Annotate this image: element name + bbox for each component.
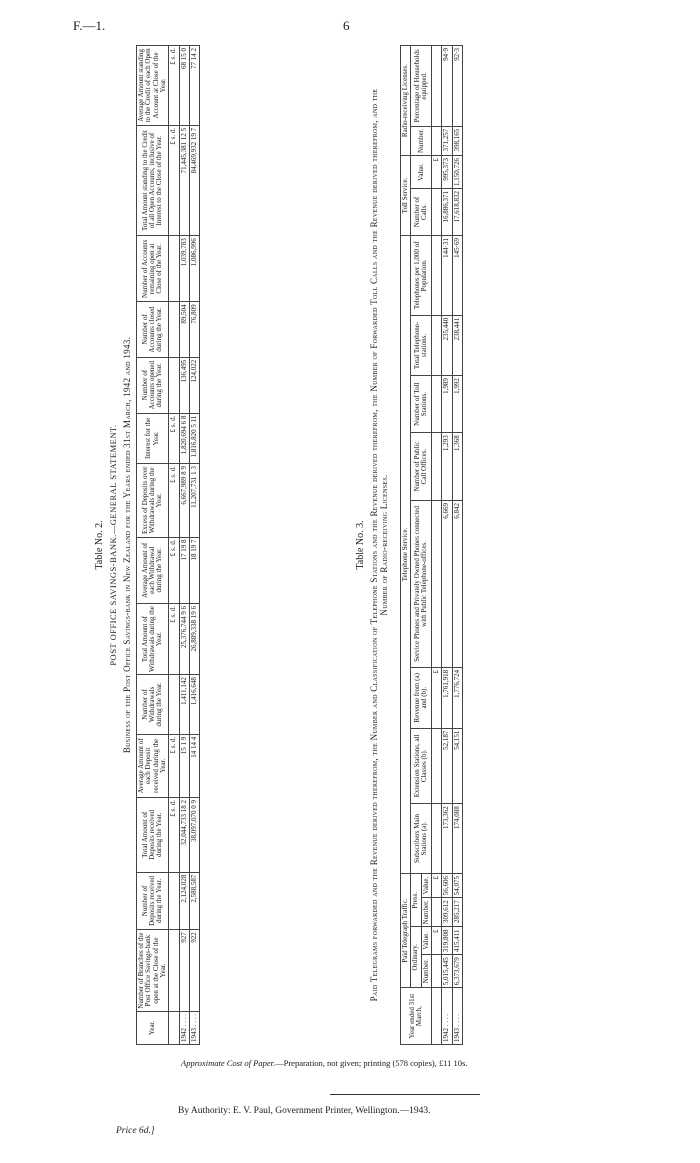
table-cell: 1,989 bbox=[442, 376, 452, 433]
t2-col-header: Average Amount of each Withdrawal during the Year. bbox=[137, 537, 169, 604]
table-cell: 32,044,733 18 2 bbox=[179, 798, 189, 873]
t3-pound-unit: £ bbox=[432, 667, 442, 728]
table-cell: 371,257 bbox=[442, 126, 452, 155]
t3-press-header: Press. bbox=[411, 873, 421, 927]
t2-unit-cell bbox=[169, 1012, 179, 1045]
rotated-content bbox=[0, 45, 700, 1045]
table-cell: 56,606 bbox=[442, 873, 452, 897]
table-cell: 145·69 bbox=[452, 235, 462, 315]
t2-unit-cell bbox=[169, 930, 179, 1012]
table2-subtitle: Business of the Post Office Savings-bank in New Zealand for the Years ended 31st March, 1942 and 1943. bbox=[122, 336, 132, 754]
t3-per-1000-header: Telephones per 1,000 of Population. bbox=[411, 235, 432, 315]
t2-unit-cell: £ s. d. bbox=[169, 46, 179, 126]
t2-unit-cell: £ s. d. bbox=[169, 464, 179, 537]
table-cell: 5,015,445 bbox=[442, 955, 452, 988]
t3-extension-header: Extension Stations, all Classes (b). bbox=[411, 728, 432, 804]
table-cell: 26,889,338 19 6 bbox=[190, 604, 200, 675]
t3-press-number-header: Number. bbox=[421, 898, 431, 927]
table2-header-row bbox=[137, 46, 169, 1045]
t3-telephone-service-header: Telephone Service. bbox=[401, 235, 411, 873]
table-cell: 1943 . . . . bbox=[452, 988, 462, 1045]
t2-unit-cell: £ s. d. bbox=[169, 734, 179, 797]
table-cell: 14 14 4 bbox=[190, 734, 200, 797]
t3-ordinary-value-header: Value. bbox=[421, 927, 431, 955]
t2-col-header: Total Amount of Deposits received during the Year. bbox=[137, 798, 169, 873]
page-reference: F.—1. bbox=[73, 18, 106, 33]
table-cell: 144·31 bbox=[442, 235, 452, 315]
table-cell: 38,097,070 0 9 bbox=[190, 798, 200, 873]
table-cell: 17 19 8 bbox=[179, 537, 189, 604]
table3-subtitle: Paid Telegrams forwarded and the Revenue derived therefrom, the Number and Classification of Telephone Stations and the Revenue derived therefrom, the Number of Forwarded Toll Calls and the Revenue derived therefrom, and the Number of Radio-receiving Licenses. bbox=[369, 88, 389, 1002]
t3-subscribers-header: Subscribers Main Stations (a). bbox=[411, 804, 432, 874]
t3-toll-stations-header: Number of Toll Stations. bbox=[411, 376, 432, 433]
table-cell: 285,217 bbox=[452, 898, 462, 927]
table-cell: 1,086,996 bbox=[190, 236, 200, 302]
t2-unit-cell bbox=[169, 357, 179, 413]
table2-title: POST OFFICE SAVINGS-BANK.—GENERAL STATEMENT. bbox=[108, 424, 118, 666]
table-cell: 1942 . . . . bbox=[179, 1012, 189, 1045]
t2-unit-cell: £ s. d. bbox=[169, 604, 179, 675]
table-cell: 1,776,724 bbox=[452, 667, 462, 728]
t3-total-stations-header: Total Telephone-stations. bbox=[411, 315, 432, 375]
table-cell: 71,445,381 12 5 bbox=[179, 125, 189, 235]
t3-pound-unit: £ bbox=[432, 927, 442, 955]
t2-col-header: Number of Accounts remaining open at Close of the Year. bbox=[137, 236, 169, 302]
table-cell: 1942 . . . . bbox=[442, 988, 452, 1045]
table-cell: 1,039,783 bbox=[179, 236, 189, 302]
table-cell: 54,151 bbox=[452, 728, 462, 804]
table-cell: 1943 . . . . bbox=[190, 1012, 200, 1045]
table-cell: 319,808 bbox=[442, 927, 452, 955]
table-cell: 136,495 bbox=[179, 357, 189, 413]
table-cell: 54,075 bbox=[452, 873, 462, 897]
table-cell: 2,124,028 bbox=[179, 872, 189, 930]
t2-col-header: Total Amount standing to the Credit of all Open Accounts, inclusive of Interest to the Close of the Year. bbox=[137, 125, 169, 235]
table-row bbox=[190, 46, 200, 1045]
table2-label: Table No. 2. bbox=[94, 520, 105, 570]
table-cell: 1,368 bbox=[452, 433, 462, 501]
t3-revenue-header: Revenue from (a) and (b). bbox=[411, 667, 432, 728]
table-cell: 94·9 bbox=[442, 46, 452, 127]
table-cell: 1,992 bbox=[452, 376, 462, 433]
price: Price 6d.] bbox=[116, 1126, 155, 1136]
table-cell: 11,207,731 1 3 bbox=[190, 464, 200, 537]
table3-label: Table No. 3. bbox=[355, 520, 366, 570]
table-cell: 25,376,744 9 6 bbox=[179, 604, 189, 675]
t2-unit-cell bbox=[169, 675, 179, 735]
t3-public-call-header: Number of Public Call Offices. bbox=[411, 433, 432, 501]
table-row bbox=[442, 46, 452, 1045]
printer-authority: By Authority: E. V. Paul, Government Printer, Wellington.—1943. bbox=[178, 1106, 431, 1116]
t2-col-header: Number of Branches of the Post Office Savings-bank open at the Close of the Year. bbox=[137, 930, 169, 1012]
table2-units-row bbox=[169, 46, 179, 1045]
cost-text: —Preparation, not given; printing (578 copies), £11 10s. bbox=[275, 1058, 468, 1068]
t2-col-header: Average Amount standing to the Credit of each Open Account at Close of the Year. bbox=[137, 46, 169, 126]
t2-col-header: Average Amount of each Deposit received during the Year. bbox=[137, 734, 169, 797]
t3-calls-header: Number of Calls. bbox=[411, 189, 432, 236]
cost-note bbox=[181, 1058, 467, 1068]
table2 bbox=[136, 45, 200, 1045]
t2-col-header: Year. bbox=[137, 1012, 169, 1045]
t3-radio-number-header: Number. bbox=[411, 126, 432, 155]
t2-unit-cell: £ s. d. bbox=[169, 413, 179, 463]
table-cell: 995,373 bbox=[442, 156, 452, 189]
t2-col-header: Number of Accounts closed during the Year. bbox=[137, 302, 169, 357]
t3-service-phones-header: Service Phones and Privately Owned Phones connected with Public Telephone-offices. bbox=[411, 500, 432, 667]
t2-col-header: Number of Deposits received during the Year. bbox=[137, 872, 169, 930]
table-cell: 76,809 bbox=[190, 302, 200, 357]
page-number: 6 bbox=[343, 18, 350, 33]
table-cell: 235,440 bbox=[442, 315, 452, 375]
cost-label: Approximate Cost of Paper. bbox=[181, 1058, 276, 1068]
t3-press-value-header: Value. bbox=[421, 873, 431, 897]
table-cell: 922 bbox=[190, 930, 200, 1012]
table-cell: 309,612 bbox=[442, 898, 452, 927]
t3-ordinary-number-header: Number. bbox=[421, 955, 431, 988]
table-cell: 68 15 0 bbox=[179, 46, 189, 126]
table-cell: 1,293 bbox=[442, 433, 452, 501]
table-cell: 1,820,694 6 8 bbox=[179, 413, 189, 463]
table-cell: 52,187 bbox=[442, 728, 452, 804]
table-cell: 92·3 bbox=[452, 46, 462, 127]
t3-ordinary-header: Ordinary. bbox=[411, 927, 421, 988]
table-cell: 174,088 bbox=[452, 804, 462, 874]
t3-toll-value-header: Value. bbox=[411, 156, 432, 189]
t3-radio-header: Radio-receiving Licenses. bbox=[401, 46, 411, 156]
table-cell: 927 bbox=[179, 930, 189, 1012]
t3-pound-unit: £ bbox=[432, 156, 442, 189]
table-cell: 173,362 bbox=[442, 804, 452, 874]
table-cell: 1,816,820 5 11 bbox=[190, 413, 200, 463]
table-cell: 84,469,932 19 7 bbox=[190, 125, 200, 235]
t2-unit-cell: £ s. d. bbox=[169, 798, 179, 873]
table-cell: 1,150,726 bbox=[452, 156, 462, 189]
footer-rule bbox=[330, 1094, 480, 1095]
table-cell: 238,441 bbox=[452, 315, 462, 375]
table-cell: 6,373,679 bbox=[452, 955, 462, 988]
table-cell: 6,669 bbox=[442, 500, 452, 667]
t2-col-header: Interest for the Year. bbox=[137, 413, 169, 463]
t3-toll-service-header: Toll Service. bbox=[401, 156, 411, 236]
t3-households-header: Percentage of Households equipped. bbox=[411, 46, 432, 127]
table-cell: 1,416,648 bbox=[190, 675, 200, 735]
table-cell: 17,618,832 bbox=[452, 189, 462, 236]
table-cell: 2,588,587 bbox=[190, 872, 200, 930]
table-cell: 6,842 bbox=[452, 500, 462, 667]
table-cell: 18 19 7 bbox=[190, 537, 200, 604]
table-cell: 16,886,371 bbox=[442, 189, 452, 236]
t2-col-header: Number of Withdrawals during the Year. bbox=[137, 675, 169, 735]
t2-col-header: Number of Accounts opened during the Year. bbox=[137, 357, 169, 413]
table-row bbox=[179, 46, 189, 1045]
t2-unit-cell: £ s. d. bbox=[169, 125, 179, 235]
t2-unit-cell bbox=[169, 872, 179, 930]
table-cell: 415,411 bbox=[452, 927, 462, 955]
table-cell: 89,504 bbox=[179, 302, 189, 357]
table-cell: 77 14 2 bbox=[190, 46, 200, 126]
table-cell: 15 1 9 bbox=[179, 734, 189, 797]
table-cell: 1,761,918 bbox=[442, 667, 452, 728]
t2-unit-cell bbox=[169, 302, 179, 357]
table-cell: 6,667,989 8 9 bbox=[179, 464, 189, 537]
t2-col-header: Total Amount of Withdrawals during the Year. bbox=[137, 604, 169, 675]
t2-unit-cell bbox=[169, 236, 179, 302]
table3 bbox=[400, 45, 463, 1045]
table-cell: 1,411,142 bbox=[179, 675, 189, 735]
t3-pound-unit: £ bbox=[432, 873, 442, 897]
t2-col-header: Excess of Deposits over Withdrawals during the Year. bbox=[137, 464, 169, 537]
table-row bbox=[452, 46, 462, 1045]
t3-year-header: Year ended 31st March, bbox=[401, 988, 432, 1045]
table-cell: 398,165 bbox=[452, 126, 462, 155]
t2-unit-cell: £ s. d. bbox=[169, 537, 179, 604]
t3-paid-telegraph-header: Paid Telegraph Traffic. bbox=[401, 873, 411, 987]
table-cell: 124,022 bbox=[190, 357, 200, 413]
